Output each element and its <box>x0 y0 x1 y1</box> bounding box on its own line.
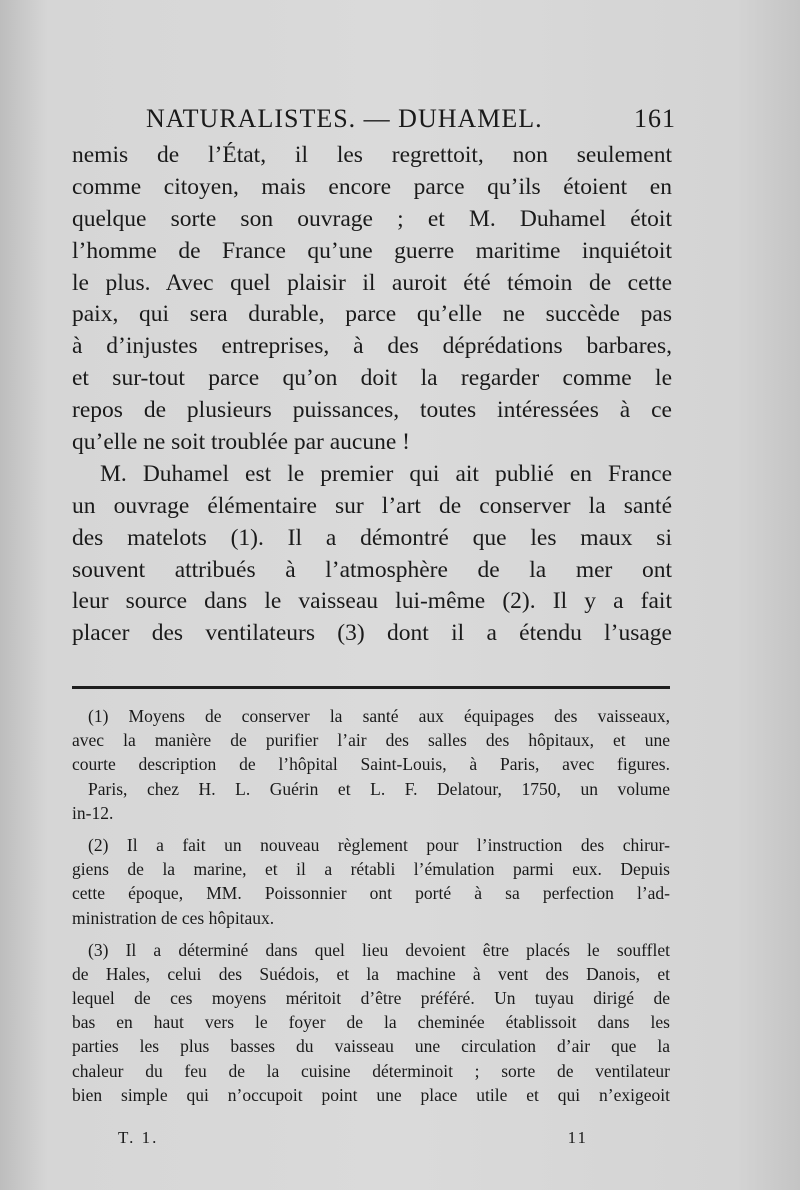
footnote-line: avec la manière de purifier l’air des salles des hôpitaux, et une <box>72 730 670 751</box>
footnote-line: lequel de ces moyens méritoit d’être préféré. Un tuyau dirigé de <box>72 988 670 1009</box>
body-line: M. Duhamel est le premier qui ait publié en France <box>100 460 672 487</box>
footnote-line: ministration de ces hôpitaux. <box>72 907 275 928</box>
footnote-line: (3) Il a déterminé dans quel lieu devoient être placés le soufflet <box>88 939 670 960</box>
body-text <box>72 140 672 650</box>
footnote-line: courte description de l’hôpital Saint-Louis, à Paris, avec figures. <box>72 754 670 775</box>
body-line: placer des ventilateurs (3) dont il a étendu l’usage <box>72 620 672 647</box>
page-number: 161 <box>634 104 676 133</box>
body-line: paix, qui sera durable, parce qu’elle ne succède pas <box>72 301 672 328</box>
footnote-line: Paris, chez H. L. Guérin et L. F. Delatour, 1750, un volume <box>88 778 670 799</box>
footnote-2 <box>72 833 670 930</box>
footnote-3 <box>72 938 670 1107</box>
body-line: à d’injustes entreprises, à des déprédations barbares, <box>72 333 672 360</box>
body-line: des matelots (1). Il a démontré que les maux si <box>72 524 672 551</box>
body-line: l’homme de France qu’une guerre maritime inquiétoit <box>72 237 672 264</box>
footnote-line: chaleur du feu de la cuisine déterminoit ; sorte de ventilateur <box>72 1060 670 1081</box>
page-header <box>72 104 676 140</box>
volume-mark: T. 1. <box>118 1128 159 1147</box>
gathering-number: 11 <box>567 1128 588 1147</box>
footnote-1 <box>72 704 670 825</box>
body-line: comme citoyen, mais encore parce qu’ils étoient en <box>72 173 672 200</box>
body-line: et sur-tout parce qu’on doit la regarder comme le <box>72 365 672 392</box>
footnote-rule <box>72 686 670 689</box>
footnote-line: bas en haut vers le foyer de la cheminée établissoit dans les <box>72 1012 670 1033</box>
footnote-line: cette époque, MM. Poissonnier ont porté à sa perfection l’ad- <box>72 883 670 904</box>
body-line: nemis de l’État, il les regrettoit, non seulement <box>72 142 672 168</box>
footnote-line: bien simple qui n’occupoit point une place utile et qui n’exigeoit <box>72 1084 670 1105</box>
footnote-line: (1) Moyens de conserver la santé aux équipages des vaisseaux, <box>88 706 670 726</box>
body-line: repos de plusieurs puissances, toutes intéressées à ce <box>72 397 672 424</box>
footnote-line: (2) Il a fait un nouveau règlement pour l’instruction des chirur- <box>88 834 670 855</box>
running-head: NATURALISTES. — DUHAMEL. <box>146 104 543 133</box>
signature-line <box>118 1128 588 1152</box>
footnote-line: in-12. <box>72 802 114 823</box>
body-line: le plus. Avec quel plaisir il auroit été témoin de cette <box>72 269 672 296</box>
body-line: leur source dans le vaisseau lui-même (2). Il y a fait <box>72 588 672 615</box>
body-line: quelque sorte son ouvrage ; et M. Duhamel étoit <box>72 205 672 232</box>
footnote-line: giens de la marine, et il a rétabli l’émulation parmi eux. Depuis <box>72 859 670 880</box>
footnote-line: de Hales, celui des Suédois, et la machine à vent des Danois, et <box>72 963 670 984</box>
body-line: souvent attribués à l’atmosphère de la mer ont <box>72 556 672 583</box>
body-line: qu’elle ne soit troublée par aucune ! <box>72 429 410 456</box>
footnote-line: parties les plus basses du vaisseau une circulation d’air que la <box>72 1036 670 1057</box>
footnotes <box>72 704 670 1115</box>
body-line: un ouvrage élémentaire sur l’art de conserver la santé <box>72 492 672 519</box>
